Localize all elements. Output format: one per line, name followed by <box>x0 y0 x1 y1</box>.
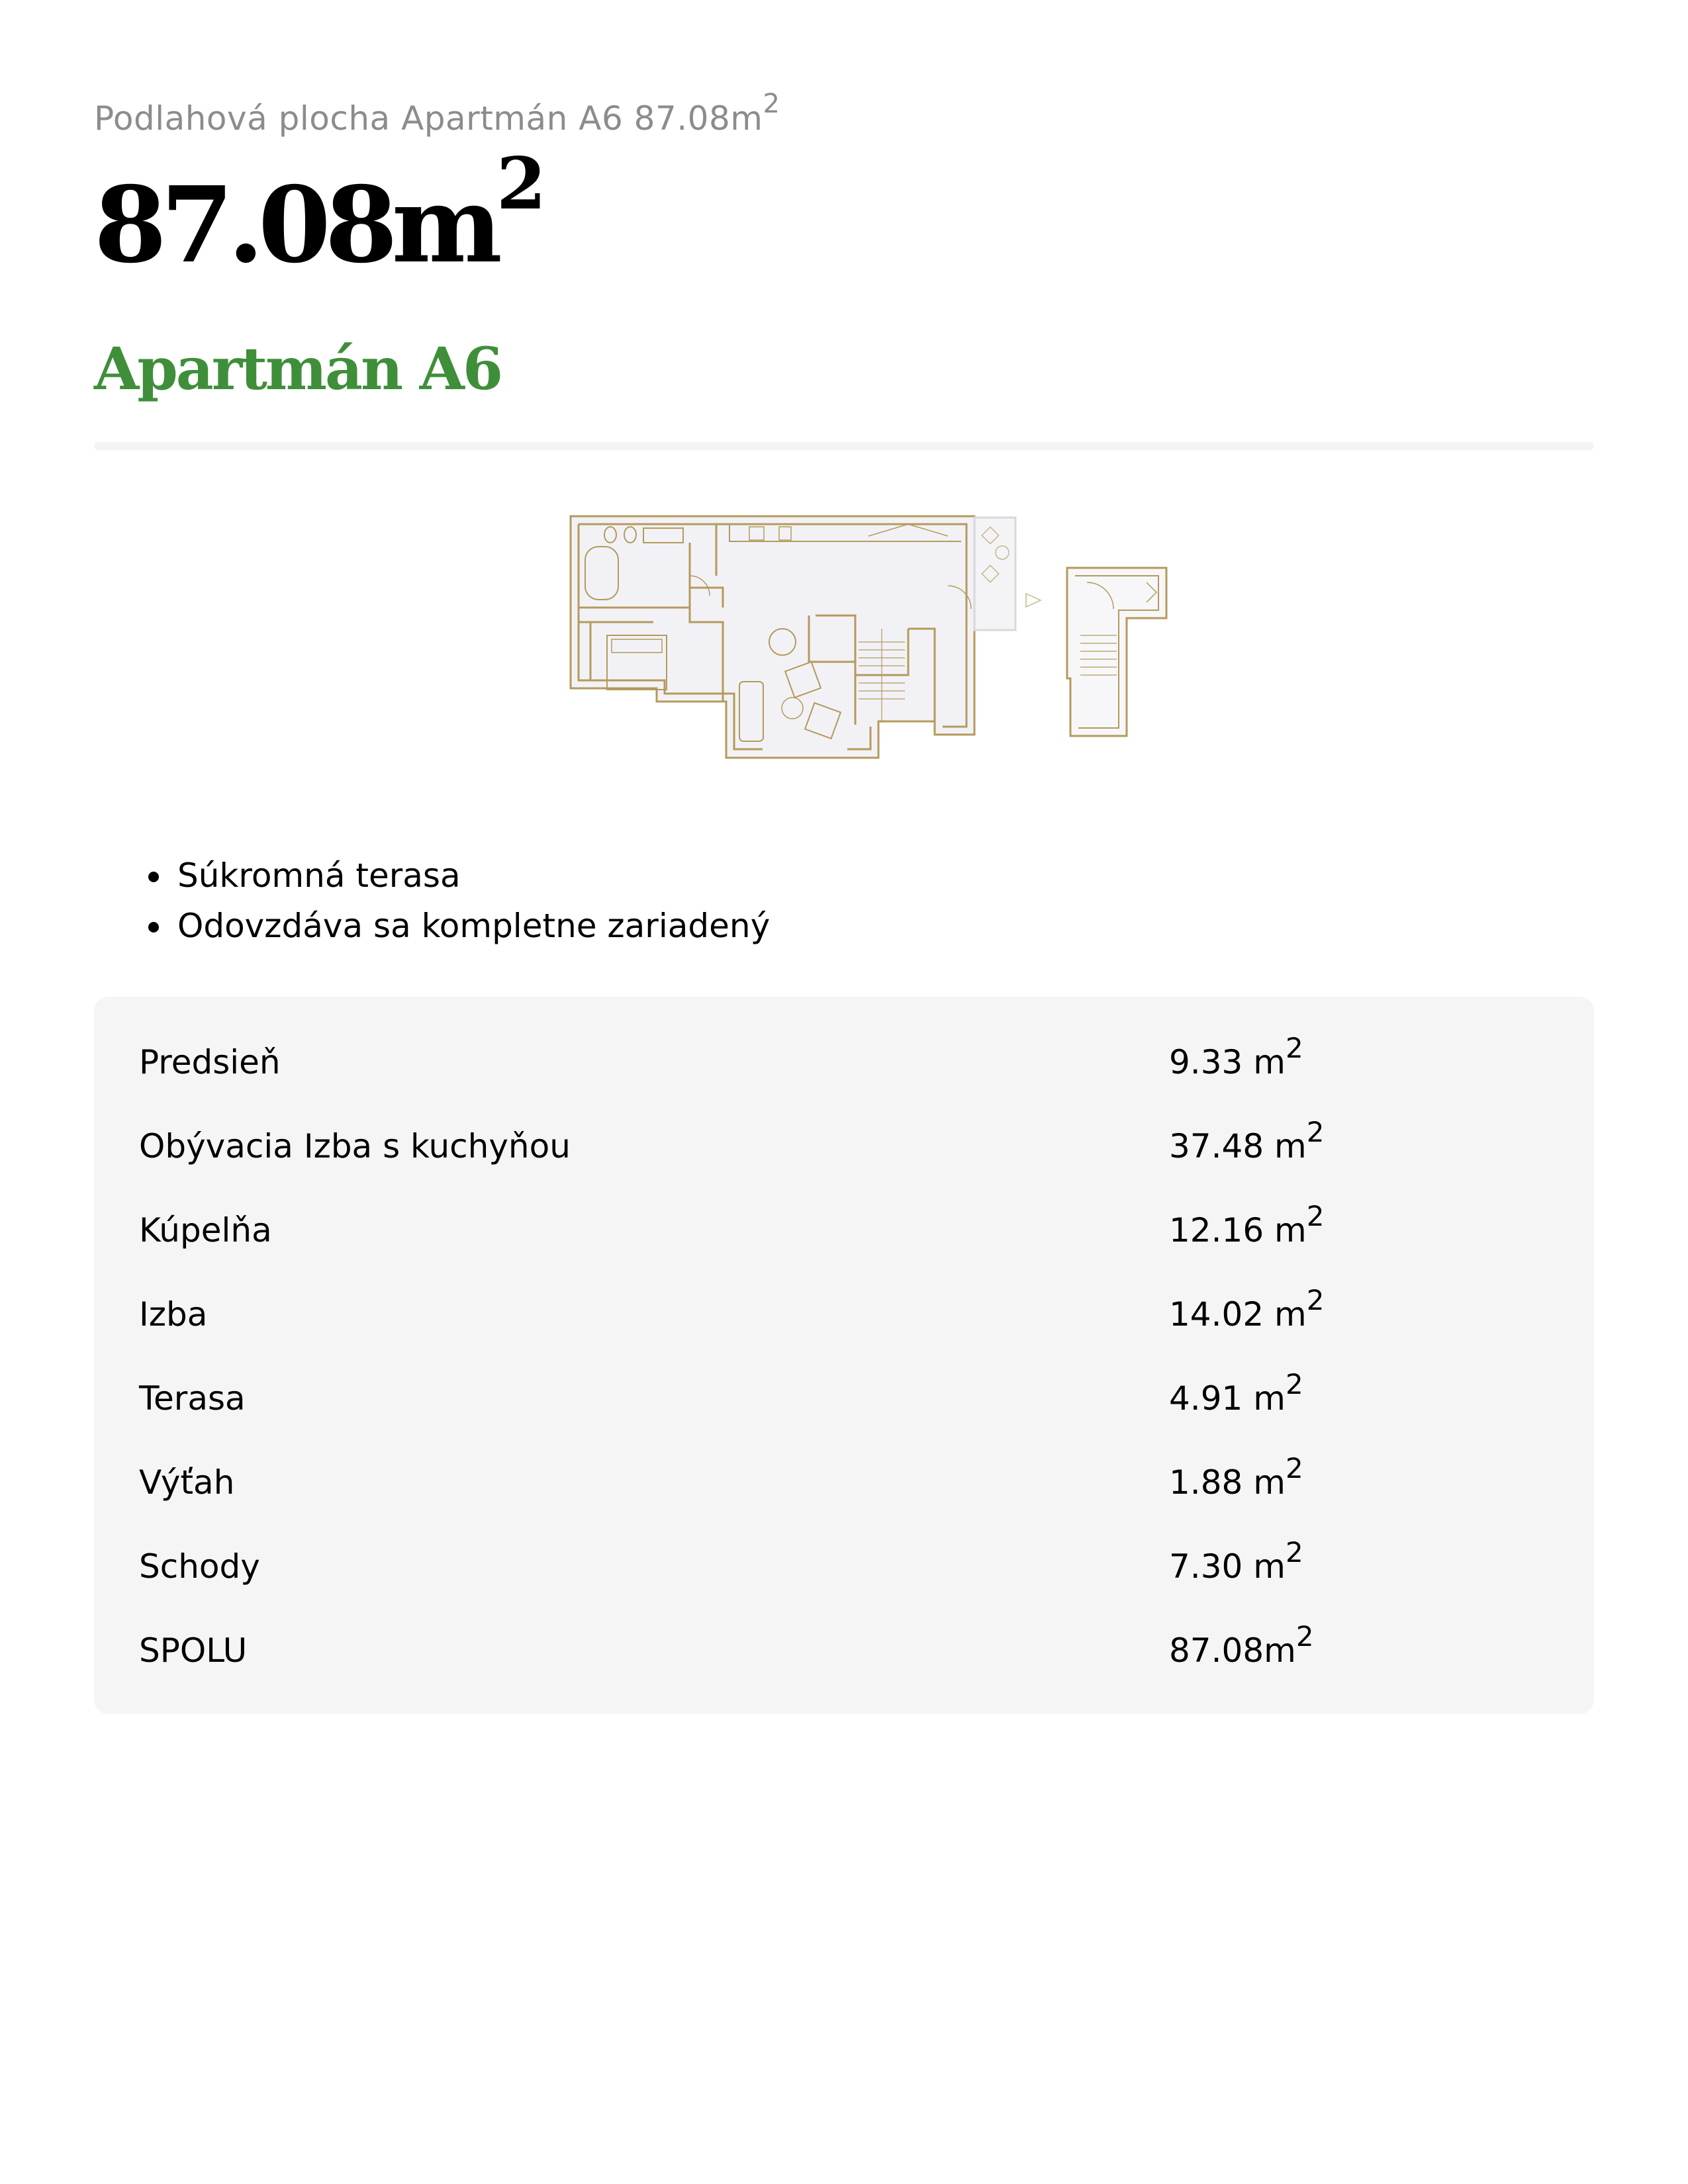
subtitle-text: Podlahová plocha Apartmán A6 87.08m <box>94 99 763 138</box>
total-area-heading <box>94 142 547 287</box>
room-area-unit: 2 <box>1306 1200 1325 1232</box>
floor-plan-image <box>538 510 1246 761</box>
room-row <box>139 1368 1562 1432</box>
total-area-unit: 2 <box>1295 1620 1314 1653</box>
total-area-value-cell: 87.08m <box>1169 1631 1296 1670</box>
room-area <box>1169 1200 1325 1250</box>
total-area <box>1169 1620 1314 1670</box>
room-area-value: 37.48 m <box>1169 1127 1307 1165</box>
feature-item <box>94 901 770 951</box>
room-area-unit: 2 <box>1285 1536 1303 1569</box>
feature-item <box>94 850 770 901</box>
section-divider <box>94 442 1594 450</box>
feature-text: Odovzdáva sa kompletne zariadený <box>177 907 771 945</box>
total-row <box>139 1620 1562 1684</box>
room-label: Izba <box>139 1295 208 1334</box>
room-area-unit: 2 <box>1285 1452 1303 1484</box>
room-row <box>139 1116 1562 1180</box>
room-label: Predsieň <box>139 1043 281 1081</box>
room-row <box>139 1284 1562 1348</box>
bullet-icon <box>148 872 159 882</box>
subtitle-superscript: 2 <box>763 89 780 119</box>
room-area-value: 9.33 m <box>1169 1043 1286 1081</box>
total-area-value: 87.08m <box>94 164 496 287</box>
room-area <box>1169 1284 1325 1334</box>
room-label: Terasa <box>139 1379 246 1418</box>
room-area <box>1169 1368 1303 1418</box>
room-row <box>139 1200 1562 1264</box>
room-area-unit: 2 <box>1285 1368 1303 1400</box>
room-row <box>139 1536 1562 1600</box>
feature-text: Súkromná terasa <box>177 856 461 895</box>
room-area-unit: 2 <box>1306 1284 1325 1316</box>
room-area <box>1169 1536 1303 1586</box>
room-area-unit: 2 <box>1306 1116 1325 1148</box>
room-area-unit: 2 <box>1285 1032 1303 1064</box>
room-row <box>139 1032 1562 1096</box>
apartment-title: Apartmán A6 <box>94 334 502 403</box>
total-label: SPOLU <box>139 1631 248 1670</box>
page-subtitle <box>94 89 780 138</box>
room-label: Schody <box>139 1547 260 1586</box>
room-area-value: 7.30 m <box>1169 1547 1286 1586</box>
room-label: Výťah <box>139 1463 235 1502</box>
room-label: Obývacia Izba s kuchyňou <box>139 1127 571 1165</box>
room-area-table <box>94 997 1594 1714</box>
room-area <box>1169 1116 1325 1165</box>
room-area-value: 1.88 m <box>1169 1463 1286 1502</box>
room-area <box>1169 1032 1303 1081</box>
bullet-icon <box>148 922 159 933</box>
feature-list <box>94 850 770 951</box>
room-area-value: 12.16 m <box>1169 1211 1307 1250</box>
room-area-value: 4.91 m <box>1169 1379 1286 1418</box>
room-area <box>1169 1452 1303 1502</box>
total-area-superscript: 2 <box>496 142 547 226</box>
room-label: Kúpelňa <box>139 1211 272 1250</box>
room-row <box>139 1452 1562 1516</box>
room-area-value: 14.02 m <box>1169 1295 1307 1334</box>
